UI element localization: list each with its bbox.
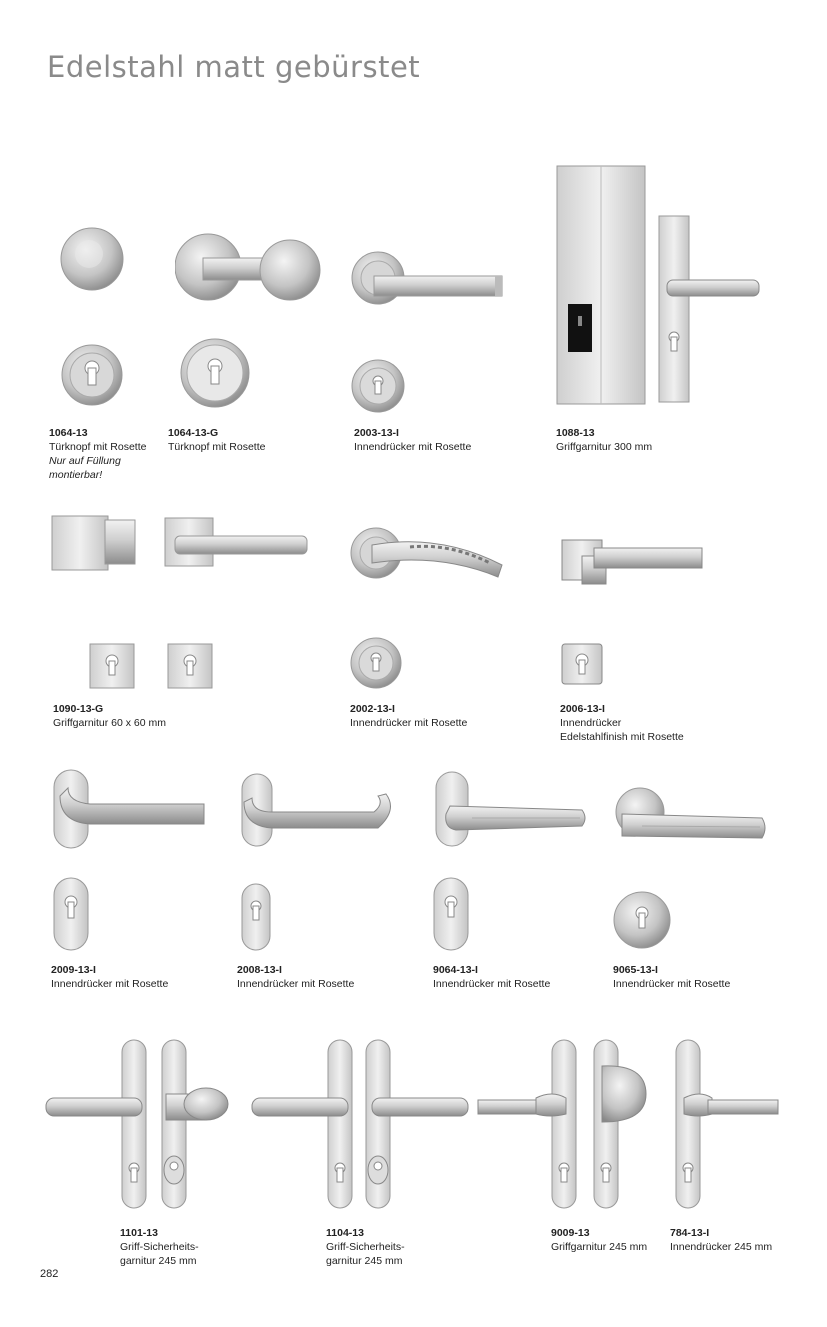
product-code: 2009-13-I bbox=[51, 964, 96, 976]
product-image-1104-13 bbox=[250, 1038, 475, 1213]
product-desc: Innendrücker 245 mm bbox=[670, 1241, 773, 1253]
product-desc: Innendrücker bbox=[560, 717, 622, 729]
page-number: 282 bbox=[40, 1268, 59, 1280]
caption-9065-13-I bbox=[613, 963, 730, 991]
product-desc: Innendrücker mit Rosette bbox=[613, 978, 731, 990]
caption-1064-13 bbox=[49, 426, 146, 482]
product-image-9009-13 bbox=[476, 1038, 656, 1213]
product-desc: Edelstahlfinish mit Rosette bbox=[560, 731, 684, 743]
product-desc: Innendrücker mit Rosette bbox=[354, 441, 472, 453]
product-desc: garnitur 245 mm bbox=[120, 1255, 197, 1267]
product-desc: Türknopf mit Rosette bbox=[49, 441, 147, 453]
product-image-2006-13-I bbox=[558, 536, 708, 691]
product-code: 1064-13-G bbox=[168, 427, 219, 439]
product-image-784-13-I bbox=[674, 1038, 784, 1213]
product-desc: Griffgarnitur 60 x 60 mm bbox=[53, 717, 167, 729]
product-code: 1064-13 bbox=[49, 427, 88, 439]
product-image-9064-13-I bbox=[432, 770, 592, 954]
product-desc: Griff-Sicherheits- bbox=[120, 1241, 199, 1253]
product-desc: Griffgarnitur 300 mm bbox=[556, 441, 653, 453]
caption-1104-13 bbox=[326, 1226, 405, 1268]
product-code: 2006-13-I bbox=[560, 703, 605, 715]
product-image-1088-13 bbox=[555, 164, 765, 409]
caption-784-13-I bbox=[670, 1226, 772, 1254]
product-code: 1090-13-G bbox=[53, 703, 104, 715]
page-title: Edelstahl matt gebürstet bbox=[47, 50, 421, 84]
product-note: montierbar! bbox=[49, 469, 103, 481]
product-image-2008-13-I bbox=[238, 772, 393, 954]
caption-1064-13-G bbox=[168, 426, 265, 454]
caption-2003-13-I bbox=[354, 426, 471, 454]
product-image-2009-13-I bbox=[50, 766, 210, 954]
product-image-1090-13-G bbox=[50, 514, 310, 694]
caption-2008-13-I bbox=[237, 963, 354, 991]
product-desc: Innendrücker mit Rosette bbox=[350, 717, 468, 729]
product-code: 1088-13 bbox=[556, 427, 595, 439]
product-note: Nur auf Füllung bbox=[49, 455, 121, 467]
product-code: 2002-13-I bbox=[350, 703, 395, 715]
product-image-1064-13 bbox=[55, 220, 135, 410]
caption-9064-13-I bbox=[433, 963, 550, 991]
product-desc: Innendrücker mit Rosette bbox=[51, 978, 169, 990]
product-code: 1104-13 bbox=[326, 1227, 364, 1239]
caption-2002-13-I bbox=[350, 702, 467, 730]
product-desc: Griff-Sicherheits- bbox=[326, 1241, 405, 1253]
product-desc: Griffgarnitur 245 mm bbox=[551, 1241, 648, 1253]
product-desc: garnitur 245 mm bbox=[326, 1255, 403, 1267]
product-code: 9064-13-I bbox=[433, 964, 478, 976]
product-image-1064-13-G bbox=[175, 230, 325, 415]
caption-2009-13-I bbox=[51, 963, 168, 991]
caption-1088-13 bbox=[556, 426, 652, 454]
product-image-9065-13-I bbox=[612, 786, 772, 954]
caption-2006-13-I bbox=[560, 702, 684, 744]
product-desc: Innendrücker mit Rosette bbox=[237, 978, 355, 990]
product-code: 9065-13-I bbox=[613, 964, 658, 976]
caption-9009-13 bbox=[551, 1226, 647, 1254]
product-desc: Innendrücker mit Rosette bbox=[433, 978, 551, 990]
product-image-1101-13 bbox=[44, 1038, 234, 1213]
product-code: 1101-13 bbox=[120, 1227, 158, 1239]
product-code: 2003-13-I bbox=[354, 427, 399, 439]
product-code: 2008-13-I bbox=[237, 964, 282, 976]
product-code: 784-13-I bbox=[670, 1227, 710, 1239]
product-image-2003-13-I bbox=[350, 250, 505, 415]
caption-1090-13-G bbox=[53, 702, 166, 730]
product-image-2002-13-I bbox=[350, 525, 510, 695]
product-desc: Türknopf mit Rosette bbox=[168, 441, 266, 453]
caption-1101-13 bbox=[120, 1226, 199, 1268]
product-code: 9009-13 bbox=[551, 1227, 590, 1239]
